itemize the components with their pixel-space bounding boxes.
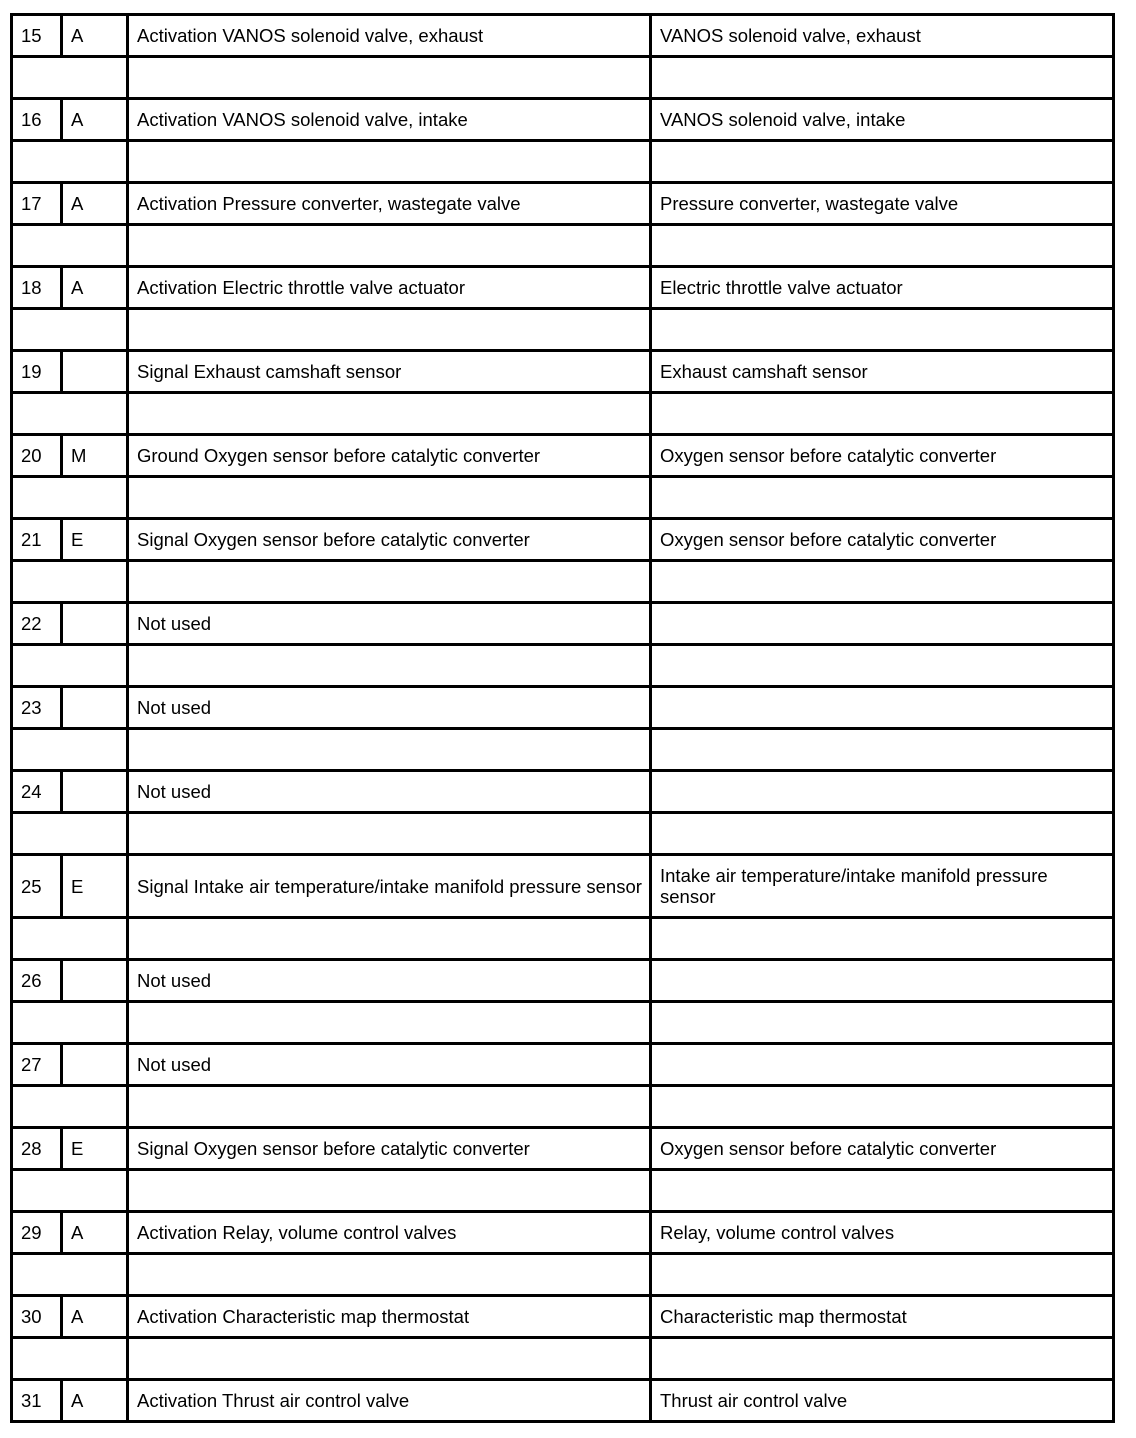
signal-type-cell [62,1044,128,1086]
component-cell [651,687,1114,729]
description-cell: Activation Thrust air control valve [128,1380,651,1422]
description-cell: Activation Relay, volume control valves [128,1212,651,1254]
description-cell: Signal Exhaust camshaft sensor [128,351,651,393]
signal-type-cell: A [62,267,128,309]
component-cell: VANOS solenoid valve, intake [651,99,1114,141]
table-row [12,687,1114,729]
table-row [12,183,1114,225]
spacer-cell [651,477,1114,519]
table-row [12,1296,1114,1338]
pin-assignment-table [10,13,1115,1423]
description-cell: Not used [128,960,651,1002]
signal-type-cell: E [62,855,128,918]
spacer-cell [12,225,128,267]
spacer-cell [128,141,651,183]
table-row [12,1128,1114,1170]
signal-type-cell: A [62,183,128,225]
pin-number-cell: 28 [12,1128,62,1170]
component-cell: Oxygen sensor before catalytic converter [651,519,1114,561]
spacer-cell [12,57,128,99]
component-cell: Oxygen sensor before catalytic converter [651,1128,1114,1170]
spacer-cell [651,1254,1114,1296]
component-cell: Exhaust camshaft sensor [651,351,1114,393]
component-cell: Thrust air control valve [651,1380,1114,1422]
signal-type-cell: A [62,15,128,57]
pin-table-body [12,15,1114,1422]
spacer-cell [12,477,128,519]
component-cell: Relay, volume control valves [651,1212,1114,1254]
spacer-row [12,393,1114,435]
component-cell: Intake air temperature/intake manifold pressure sensor [651,855,1114,918]
spacer-cell [128,309,651,351]
description-cell: Activation VANOS solenoid valve, exhaust [128,15,651,57]
spacer-cell [12,729,128,771]
description-cell: Signal Oxygen sensor before catalytic converter [128,1128,651,1170]
spacer-cell [12,1338,128,1380]
signal-type-cell: A [62,1296,128,1338]
signal-type-cell: A [62,99,128,141]
pin-number-cell: 21 [12,519,62,561]
description-cell: Activation Pressure converter, wastegate valve [128,183,651,225]
component-cell: Electric throttle valve actuator [651,267,1114,309]
description-cell: Ground Oxygen sensor before catalytic converter [128,435,651,477]
table-row [12,519,1114,561]
spacer-cell [128,57,651,99]
table-row [12,15,1114,57]
table-row [12,1044,1114,1086]
component-cell: Characteristic map thermostat [651,1296,1114,1338]
spacer-cell [128,561,651,603]
pin-number-cell: 24 [12,771,62,813]
pin-number-cell: 19 [12,351,62,393]
spacer-row [12,1170,1114,1212]
spacer-row [12,225,1114,267]
spacer-cell [12,918,128,960]
component-cell [651,603,1114,645]
spacer-cell [651,225,1114,267]
description-cell: Activation Characteristic map thermostat [128,1296,651,1338]
pin-number-cell: 22 [12,603,62,645]
pin-number-cell: 15 [12,15,62,57]
spacer-cell [128,477,651,519]
component-cell: VANOS solenoid valve, exhaust [651,15,1114,57]
spacer-cell [128,1086,651,1128]
spacer-cell [128,1002,651,1044]
table-row [12,960,1114,1002]
component-cell [651,1044,1114,1086]
table-row [12,1380,1114,1422]
spacer-cell [12,141,128,183]
spacer-row [12,561,1114,603]
spacer-cell [651,1338,1114,1380]
table-row [12,351,1114,393]
spacer-row [12,813,1114,855]
spacer-cell [651,645,1114,687]
spacer-cell [12,813,128,855]
table-row [12,435,1114,477]
spacer-cell [12,1086,128,1128]
pin-number-cell: 20 [12,435,62,477]
description-cell: Signal Oxygen sensor before catalytic converter [128,519,651,561]
spacer-cell [651,813,1114,855]
spacer-cell [12,1002,128,1044]
signal-type-cell: A [62,1212,128,1254]
description-cell: Activation Electric throttle valve actuator [128,267,651,309]
pin-number-cell: 27 [12,1044,62,1086]
component-cell: Pressure converter, wastegate valve [651,183,1114,225]
spacer-cell [651,729,1114,771]
component-cell [651,771,1114,813]
signal-type-cell: E [62,519,128,561]
pin-number-cell: 16 [12,99,62,141]
spacer-cell [12,393,128,435]
spacer-cell [128,645,651,687]
spacer-row [12,141,1114,183]
spacer-row [12,309,1114,351]
spacer-row [12,1254,1114,1296]
spacer-cell [651,141,1114,183]
component-cell [651,960,1114,1002]
spacer-row [12,477,1114,519]
description-cell: Not used [128,1044,651,1086]
spacer-row [12,57,1114,99]
spacer-cell [12,1170,128,1212]
table-row [12,267,1114,309]
pin-number-cell: 17 [12,183,62,225]
spacer-row [12,729,1114,771]
spacer-row [12,645,1114,687]
spacer-cell [12,561,128,603]
component-cell: Oxygen sensor before catalytic converter [651,435,1114,477]
spacer-cell [651,561,1114,603]
signal-type-cell [62,771,128,813]
pin-number-cell: 23 [12,687,62,729]
pin-number-cell: 31 [12,1380,62,1422]
pin-number-cell: 18 [12,267,62,309]
signal-type-cell [62,351,128,393]
spacer-cell [651,1002,1114,1044]
spacer-cell [651,393,1114,435]
spacer-cell [651,918,1114,960]
spacer-cell [651,309,1114,351]
description-cell: Not used [128,603,651,645]
description-cell: Signal Intake air temperature/intake manifold pressure sensor [128,855,651,918]
spacer-row [12,918,1114,960]
spacer-row [12,1002,1114,1044]
spacer-cell [128,1254,651,1296]
spacer-cell [128,918,651,960]
signal-type-cell: E [62,1128,128,1170]
spacer-cell [651,57,1114,99]
pin-number-cell: 30 [12,1296,62,1338]
spacer-cell [12,309,128,351]
spacer-cell [128,393,651,435]
spacer-cell [12,1254,128,1296]
spacer-cell [12,645,128,687]
signal-type-cell [62,687,128,729]
table-row [12,603,1114,645]
spacer-cell [128,225,651,267]
table-row [12,771,1114,813]
pin-number-cell: 26 [12,960,62,1002]
table-row [12,855,1114,918]
spacer-cell [128,1338,651,1380]
spacer-row [12,1086,1114,1128]
signal-type-cell: A [62,1380,128,1422]
description-cell: Not used [128,771,651,813]
pin-number-cell: 25 [12,855,62,918]
pin-number-cell: 29 [12,1212,62,1254]
signal-type-cell [62,960,128,1002]
spacer-cell [651,1086,1114,1128]
signal-type-cell: M [62,435,128,477]
description-cell: Not used [128,687,651,729]
spacer-cell [128,729,651,771]
spacer-cell [651,1170,1114,1212]
spacer-cell [128,1170,651,1212]
spacer-row [12,1338,1114,1380]
description-cell: Activation VANOS solenoid valve, intake [128,99,651,141]
table-row [12,99,1114,141]
table-row [12,1212,1114,1254]
signal-type-cell [62,603,128,645]
spacer-cell [128,813,651,855]
